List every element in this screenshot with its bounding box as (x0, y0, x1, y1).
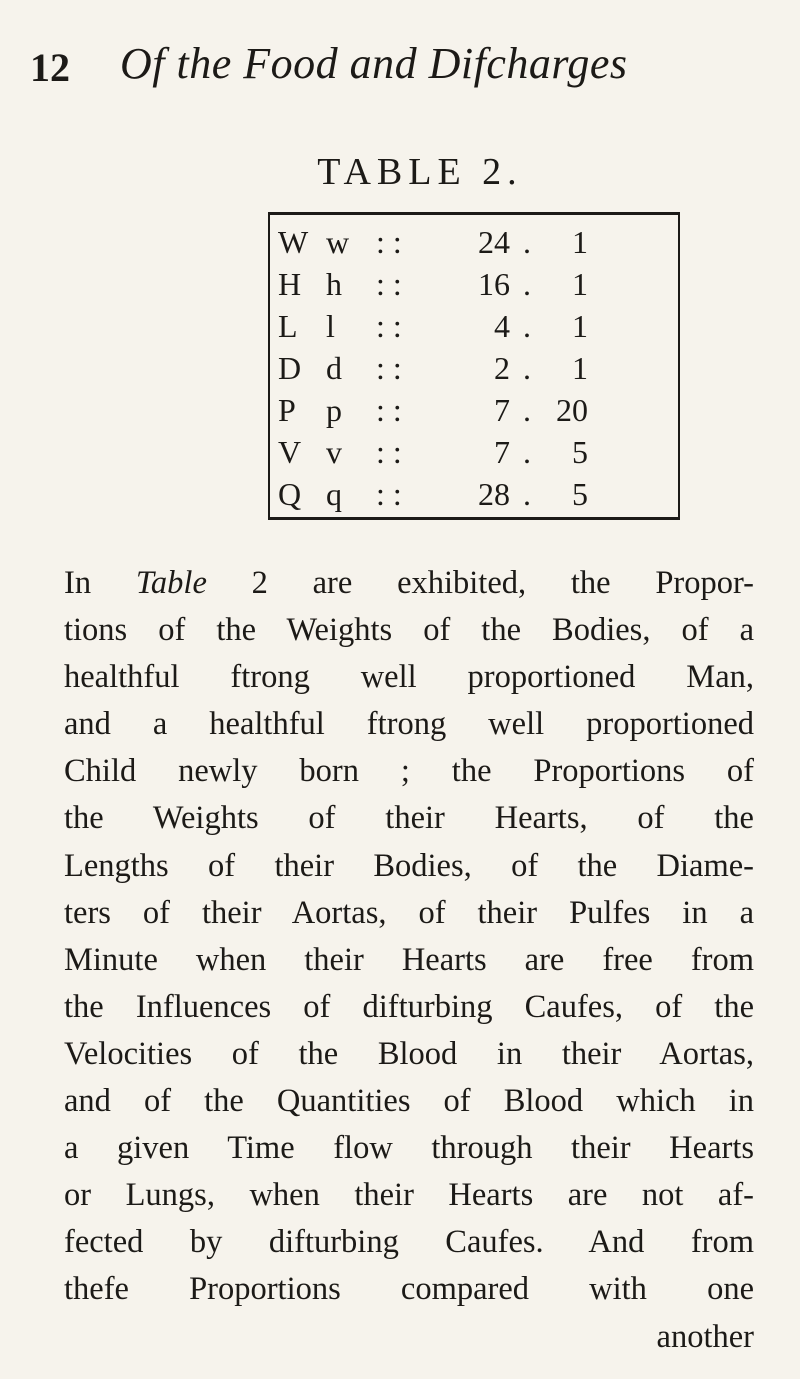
text-line: Velocities of the Blood in their Aortas, (64, 1035, 754, 1072)
row-separator-dot: . (523, 433, 531, 470)
table-row (268, 431, 680, 473)
table-rows (268, 221, 680, 515)
page-header (0, 38, 800, 98)
page-number: 12 (30, 45, 70, 90)
text-line: a given Time flow through their Hearts (64, 1130, 754, 1167)
row-symbol-upper: D (278, 349, 302, 386)
row-symbol-lower: l (326, 307, 335, 344)
row-separator-dot: . (523, 475, 531, 512)
text-line: tions of the Weights of the Bodies, of a (64, 612, 754, 649)
table-reference: Table (135, 565, 207, 601)
text-line: fected by difturbing Caufes. And from (64, 1224, 754, 1261)
row-symbol-lower: d (326, 349, 342, 386)
row-separator-colons: : : (376, 307, 402, 344)
text-line: Minute when their Hearts are free from (64, 941, 754, 978)
row-ratio-value: 1 (572, 265, 588, 302)
row-separator-dot: . (523, 307, 531, 344)
proportions-table (268, 212, 680, 520)
text-line: and a healthful ftrong well proportioned (64, 706, 754, 743)
row-symbol-lower: p (326, 391, 342, 428)
table-right-rule (678, 215, 680, 517)
table-row (268, 305, 680, 347)
row-ratio-value: 1 (572, 223, 588, 260)
catchword: another (656, 1318, 754, 1355)
table-row (268, 389, 680, 431)
row-ratio-number: 4 (494, 307, 510, 344)
text-line: Lengths of their Bodies, of the Diame- (64, 847, 754, 884)
row-separator-colons: : : (376, 265, 402, 302)
row-symbol-upper: V (278, 433, 302, 470)
row-symbol-upper: H (278, 265, 302, 302)
row-symbol-upper: P (278, 391, 296, 428)
text-line: and of the Quantities of Blood which in (64, 1083, 754, 1120)
table-row (268, 263, 680, 305)
row-separator-dot: . (523, 265, 531, 302)
row-separator-dot: . (523, 223, 531, 260)
row-symbol-upper: W (278, 223, 309, 260)
row-separator-dot: . (523, 391, 531, 428)
table-left-rule (268, 215, 270, 517)
row-ratio-value: 20 (556, 391, 588, 428)
row-ratio-number: 7 (494, 391, 510, 428)
row-separator-colons: : : (376, 349, 402, 386)
row-symbol-lower: v (326, 433, 342, 470)
row-separator-colons: : : (376, 433, 402, 470)
table-row (268, 473, 680, 515)
text-line: the Weights of their Hearts, of the (64, 800, 754, 837)
text-line: In Table 2 are exhibited, the Propor- (64, 565, 754, 601)
table-row (268, 221, 680, 263)
table-title: TABLE 2. (317, 151, 523, 193)
row-ratio-value: 1 (572, 349, 588, 386)
row-ratio-number: 7 (494, 433, 510, 470)
text-line: Child newly born ; the Proportions of (64, 753, 754, 790)
row-ratio-value: 5 (572, 475, 588, 512)
row-separator-dot: . (523, 349, 531, 386)
text-line: ters of their Aortas, of their Pulfes in a (64, 894, 754, 931)
text-line: the Influences of difturbing Caufes, of the (64, 988, 754, 1025)
row-ratio-number: 28 (478, 475, 510, 512)
row-separator-colons: : : (376, 223, 402, 260)
row-symbol-lower: h (326, 265, 342, 302)
row-symbol-lower: q (326, 475, 342, 512)
text-line: healthful ftrong well proportioned Man, (64, 659, 754, 696)
row-ratio-value: 5 (572, 433, 588, 470)
table-row (268, 347, 680, 389)
row-ratio-number: 2 (494, 349, 510, 386)
row-separator-colons: : : (376, 391, 402, 428)
running-title: Of the Food and Difcharges (120, 39, 628, 88)
row-symbol-upper: L (278, 307, 298, 344)
row-symbol-upper: Q (278, 475, 302, 512)
text-line: thefe Proportions compared with one (64, 1271, 754, 1308)
row-ratio-value: 1 (572, 307, 588, 344)
body-paragraph (64, 560, 754, 1361)
row-ratio-number: 16 (478, 265, 510, 302)
row-separator-colons: : : (376, 475, 402, 512)
text-line: or Lungs, when their Hearts are not af- (64, 1177, 754, 1214)
row-symbol-lower: w (326, 223, 350, 260)
row-ratio-number: 24 (478, 223, 510, 260)
